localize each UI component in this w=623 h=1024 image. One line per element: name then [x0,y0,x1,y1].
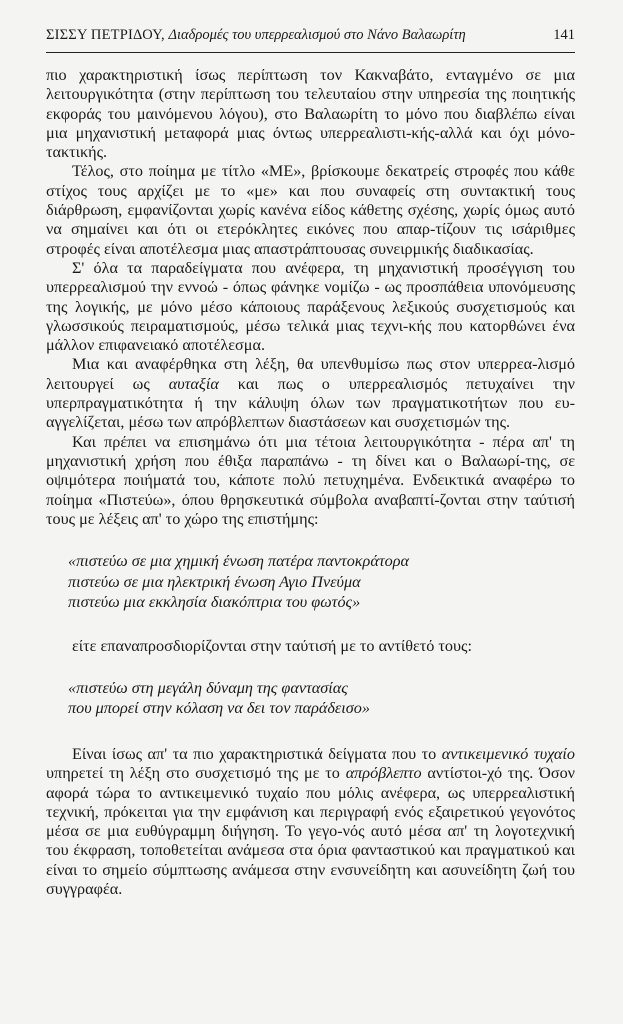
verse-line: «πιστεύω στη μεγάλη δύναμη της φαντασίας [68,678,348,697]
verse-line: «πιστεύω σε μια χημική ένωση πατέρα παντοκράτορα [68,552,409,571]
header-rule [46,52,575,53]
final-text-b: υπηρετεί τη λέξη στο συσχετισμό της με το [46,764,346,783]
final-text-c: αντίστοι-χό της. Όσον αφορά τώρα το αντικειμενικό τυχαίο που μόλις ανέφερα, ως υπερρεαλιστική τεχνική, πρόκειται για την εμφάνιση και περιγραφή ενός εξαιρετικού γεγονότος μέσα σε μια ευθύγραμμη διήγηση. Το γεγο-νός αυτό μέσα απ' τη λογοτεχνική του έκφραση, τοποθετείται ανάμεσα στα όρια φανταστικού και πραγματικού και είναι το σημείο σύμπτωσης ανάμεσα στην ενσυνείδητη και ασυνείδητη ζωή του συγγραφέα. [46,764,575,898]
header-author: ΣΙΣΣΥ ΠΕΤΡΙΔΟΥ, [46,27,165,43]
final-text-a: Είναι ίσως απ' τα πιο χαρακτηριστικά δείγματα που το [72,744,442,763]
paragraph-5: Και πρέπει να επισημάνω ότι μια τέτοια λειτουργικότητα - πέρα απ' τη μηχανιστική χρήση που έθιξα παραπάνω - τη δίνει και ο Βαλαωρί-της, σε οψιμότερα ποιήματά του, κάποτε πολύ πετυχημένα. Ενδεικτικά αναφέρω το ποίημα «Πιστεύω», όπου θρησκευτικά σύμβολα αναβαπτί-ζονται στην ταύτισή τους με λέξεις απ' το χώρο της επιστήμης: [46,432,575,528]
paragraph-3: Σ' όλα τα παραδείγματα που ανέφερα, τη μηχανιστική προσέγγιση του υπερρεαλισμού την εννοώ - όπως φάνηκε νομίζω - ως προσπάθεια υπονόμευσης της λογικής, με μόνο μέσο κάποιους παράξενους λεξικούς συσχετισμούς και γλωσσικούς πειραματισμούς, μέσω τελικά μιας τεχνι-κής που κατορθώνει ένα μάλλον επιφανειακό αποτέλεσμα. [46,258,575,355]
paragraph-2: Τέλος, στο ποίημα με τίτλο «ΜΕ», βρίσκουμε δεκατρείς στροφές που κάθε στίχος τους αρχίζει με το «με» και που συναφείς στη συντακτική τους διάρθρωση, εμφανίζονται χωρίς κανένα είδος κάθετης σχέσης, χωρίς όμως αυτό να σημαίνει και ότι οι ετερόκλητες εικόνες που απαρ-τίζουν τις ισάριθμες στροφές είναι αποτέλεσμα μιας απαστράπτουσας συνειρμικής διαδικασίας. [46,162,575,258]
running-header [46,26,575,44]
page-number: 141 [553,27,575,43]
verse-quote-1 [68,551,575,613]
paragraph-4-text-b: και πως ο υπερρεαλισμός πετυχαίνει την υπερπραγματικότητα ή την κάλυψη όλων των πραγματικοτήτων που ευ-αγγελίζεται, μέσω των απρόβλεπτων διαστάσεων και συσχετισμών της. [46,374,575,432]
paragraph-4-emphasis: αυταξία [168,374,219,393]
verse-quote-2 [68,678,575,719]
verse-line: που μπορεί στην κόλαση να δει τον παράδεισο» [68,699,370,718]
header-title: Διαδρομές του υπερρεαλισμού στο Νάνο Βαλαωρίτη [168,27,466,43]
final-emphasis-2: απρόβλεπτο [345,764,422,783]
paragraph-middle: είτε επαναπροσδιορίζονται στην ταύτισή με το αντίθετό τους: [72,636,472,655]
verse-line: πιστεύω μια εκκλησία διακόπτρια του φωτός» [68,593,361,612]
paragraph-final [46,745,575,899]
verse-line: πιστεύω σε μια ηλεκτρική ένωση Αγιο Πνεύμα [68,572,361,591]
paragraph-1: πιο χαρακτηριστική ίσως περίπτωση τον Κακναβάτο, ενταγμένο σε μια λειτουργικότητα (στην περίπτωση του τελευταίου στην υπηρεσία της ποιητικής εκφοράς του μαινόμενου λόγου), στο Βαλαωρίτη το μόνο που διαβλέπω είναι μια μηχανιστική μεταφορά μιας όντως υπερρεαλιστι-κής-αλλά και όχι μόνο-τακτικής. [46,66,575,162]
paragraph-4 [46,355,575,432]
final-emphasis-1: αντικειμενικό τυχαίο [441,744,575,763]
page-body [46,66,575,899]
paragraph-4-text-a: Μια και αναφέρθηκα στη λέξη, θα υπενθυμίσω πως στον υπερρεα-λισμό λειτουργεί ως [46,355,575,393]
